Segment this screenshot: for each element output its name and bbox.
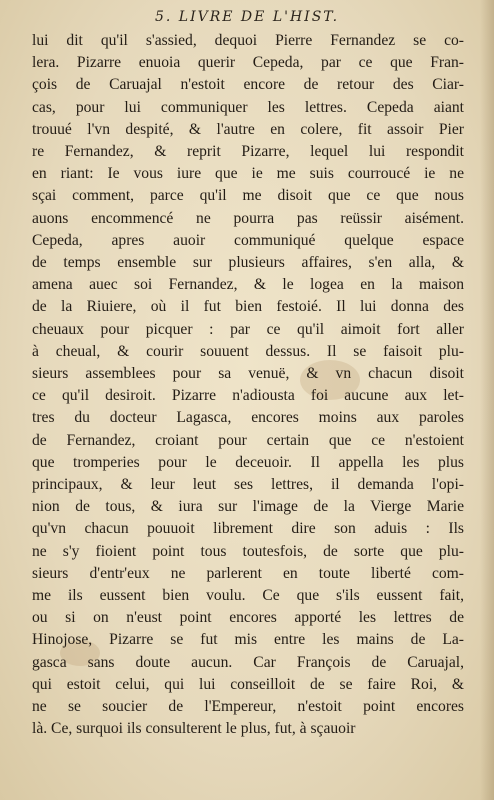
text-line: Cepeda, apres auoir communiqué quelque espace xyxy=(32,231,464,249)
text-line: principaux, & leur leut ses lettres, il demanda l'opi- xyxy=(32,476,464,494)
text-line: gasca sans doute aucun. Car François de Caruajal, xyxy=(32,653,464,671)
text-line: nion de tous, & iura sur l'image de la Vierge Marie xyxy=(32,498,464,516)
page-gutter-shadow xyxy=(480,0,494,800)
text-line: qui estoit celui, qui lui conseilloit de se faire Roi, & xyxy=(32,675,464,693)
text-line: auons encommencé ne pourra pas reüssir aisément. xyxy=(32,209,464,227)
text-line: cas, pour lui communiquer les lettres. Cepeda aiant xyxy=(32,98,464,116)
text-line: là. Ce, surquoi ils consulterent le plus, fut, à sçauoir xyxy=(32,720,356,738)
text-line: re Fernandez, & reprit Pizarre, lequel lui respondit xyxy=(32,143,464,161)
text-line: que tromperies pour le deceuoir. Il appella les plus xyxy=(32,453,464,471)
text-line: amena auec soi Fernandez, & le logea en la maison xyxy=(32,276,464,294)
text-line: sçai comment, parce qu'il me disoit que ce que nous xyxy=(32,187,464,205)
text-line: ne s'y fioient point tous toutesfois, de sorte que plu- xyxy=(32,542,464,560)
text-line: tres du docteur Lagasca, encores moins aux paroles xyxy=(32,409,464,427)
body-text xyxy=(32,30,464,741)
text-line: ne se soucier de l'Empereur, n'estoit point encores xyxy=(32,698,464,716)
text-line: lui dit qu'il s'assied, dequoi Pierre Fernandez se co- xyxy=(32,32,464,49)
text-line: de temps ensemble sur plusieurs affaires, s'en alla, & xyxy=(32,254,464,272)
text-line: en riant: Ie vous iure que ie me suis courroucé ie ne xyxy=(32,165,464,183)
text-line: de Fernandez, croiant pour certain que ce n'estoient xyxy=(32,431,464,449)
text-line: cheuaux pour picquer : par ce qu'il aimoit fort aller xyxy=(32,320,464,338)
text-line: trouué l'vn despité, & l'autre en colere, fit assoir Pier xyxy=(32,120,464,138)
running-head: 5. LIVRE DE L'HIST. xyxy=(154,9,340,25)
text-line: çois de Caruajal n'estoit encore de retour des Ciar- xyxy=(32,76,464,94)
text-line: sieurs d'entr'eux ne parlerent en toute liberté com- xyxy=(32,564,464,582)
text-line: ce qu'il desiroit. Pizarre n'adiousta foi aucune aux let- xyxy=(32,387,464,405)
text-line: à cheual, & courir souuent dessus. Il se faisoit plu- xyxy=(32,342,464,360)
text-line: Hinojose, Pizarre se fut mis entre les mains de La- xyxy=(32,631,464,649)
text-line: ou si on n'eust point encores apporté les lettres de xyxy=(32,609,464,627)
text-line: de la Riuiere, où il fut bien festoié. Il lui donna des xyxy=(32,298,464,316)
text-line: qu'vn chacun pouuoit librement dire son aduis : Ils xyxy=(32,520,464,538)
text-line: me ils eussent bien voulu. Ce que s'ils eussent fait, xyxy=(32,587,464,605)
text-line: lera. Pizarre enuoia querir Cepeda, par ce que Fran- xyxy=(32,54,464,72)
text-line: sieurs assemblees pour sa venuë, & vn chacun disoit xyxy=(32,365,464,383)
